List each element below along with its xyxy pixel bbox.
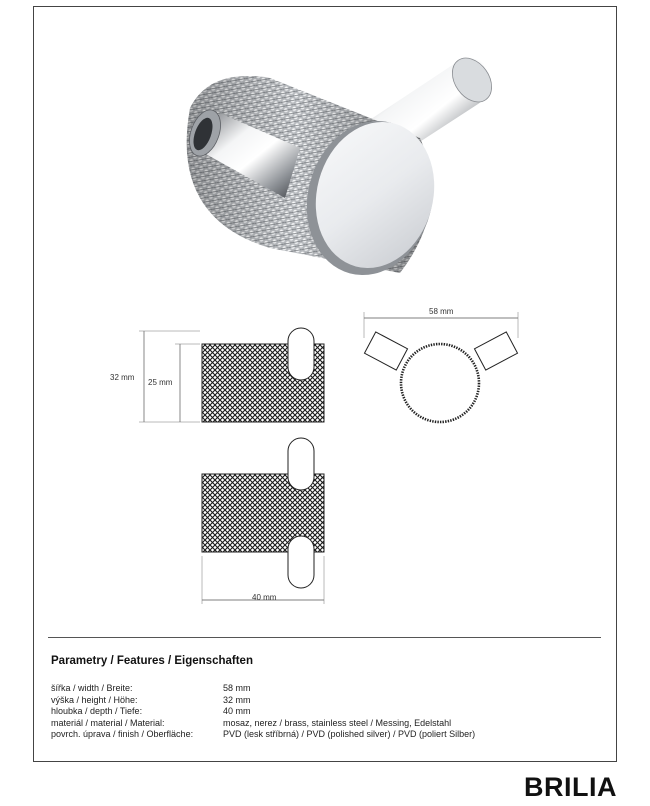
spec-value: 32 mm [223,694,251,705]
spec-label: materiál / material / Material: [51,717,165,728]
top-view-drawing [364,312,518,422]
spec-value: 58 mm [223,683,251,693]
section-divider [48,637,601,638]
spec-value: PVD (lesk stříbrná) / PVD (polished silver) / PVD (poliert Silber) [223,729,476,740]
dim-width-top: 58 mm [429,307,454,316]
specs-title: Parametry / Features / Eigenschaften [51,655,253,667]
spec-value: 40 mm [223,706,251,717]
spec-value: mosaz, nerez / brass, stainless steel / Messing, Edelstahl [223,717,452,728]
spec-label: šířka / width / Breite: [51,683,133,693]
spec-label: výška / height / Höhe: [51,694,138,705]
dim-depth: 40 mm [252,593,277,602]
front-view-drawing [202,438,324,604]
side-view-drawing [139,328,324,422]
brand-name: BRILIA [524,772,617,802]
spec-label: povrch. úprava / finish / Oberfläche: [51,729,194,740]
dim-height-inner: 25 mm [148,378,173,387]
dim-height-outer: 32 mm [110,373,135,382]
spec-label: hloubka / depth / Tiefe: [51,706,143,717]
